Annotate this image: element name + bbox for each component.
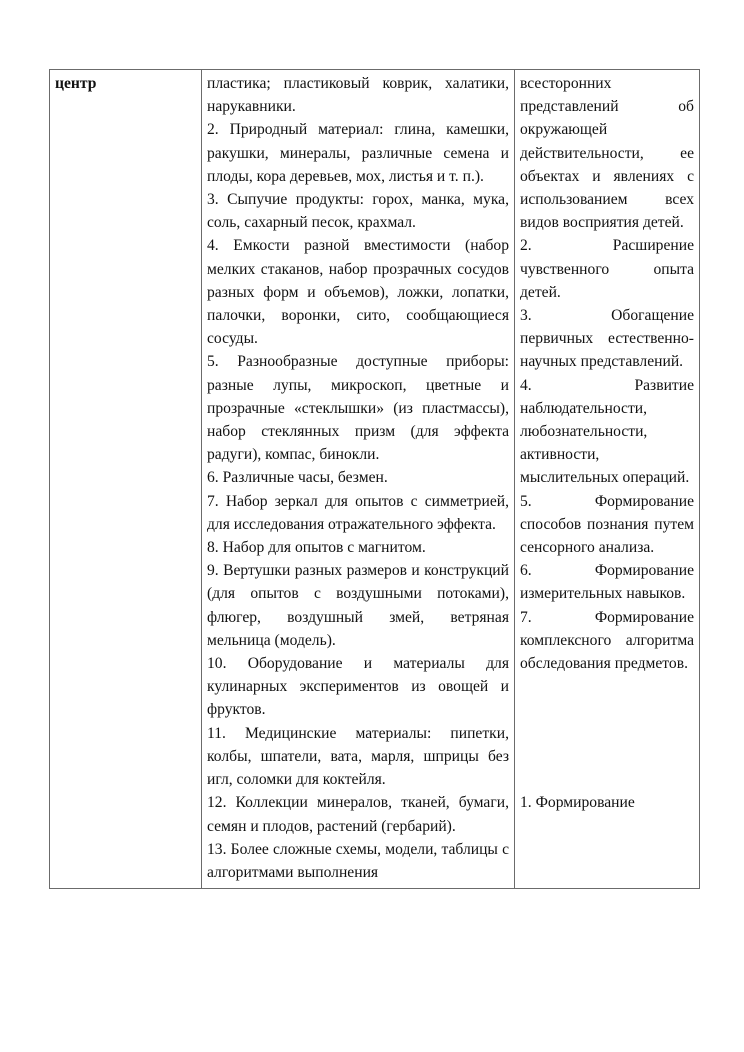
material-item: 12. Коллекции минералов, тканей, бумаги, семян и плодов, растений (гербарий). [207, 794, 509, 835]
goal-item-next: 1. Формирование [520, 794, 635, 812]
goal-item: 6. Формирование измерительных навыков. [520, 562, 694, 603]
goal-item: 2. Расширение чувственного опыта детей. [520, 237, 694, 301]
material-item: пластика; пластиковый коврик, халатики, нарукавники. [207, 75, 509, 116]
material-item: 8. Набор для опытов с магнитом. [207, 539, 426, 557]
center-label: центр [55, 75, 97, 92]
material-item: 4. Емкости разной вместимости (набор мелких стаканов, набор прозрачных сосудов разных форм и объемов), ложки, лопатки, палочки, воронки, сито, сообщающиеся сосуды. [207, 237, 509, 348]
goal-item: 7. Формирование комплексного алгоритма обследования предметов. [520, 608, 694, 673]
material-item: 2. Природный материал: глина, камешки, ракушки, минералы, различные семена и плоды, кора деревьев, мох, листья и т. п.). [207, 121, 509, 185]
material-item: 6. Различные часы, безмен. [207, 469, 388, 487]
center-label-cell [50, 70, 202, 889]
material-item: 7. Набор зеркал для опытов с симметрией, для исследования отражательного эффекта. [207, 492, 509, 533]
goal-item: всесторонних представлений об окружающей действительности, ее объектах и явлениях с использованием всех видов восприятия детей. [520, 75, 694, 232]
goal-item: 4. Развитие наблюдательности, любознательности, активности, мыслительных операций. [520, 376, 694, 487]
material-item: 5. Разнообразные доступные приборы: разные лупы, микроскоп, цветные и прозрачные «стеклышки» (из пластмассы), набор стеклянных призм (для эффекта радуги), компас, бинокли. [207, 353, 509, 464]
material-item: 13. Более сложные схемы, модели, таблицы с алгоритмами выполнения [207, 840, 509, 881]
material-item: 11. Медицинские материалы: пипетки, колбы, шпатели, вата, марля, шприцы без игл, соломки для коктейля. [207, 724, 509, 789]
materials-table [49, 69, 700, 889]
goal-item: 5. Формирование способов познания путем сенсорного анализа. [520, 492, 694, 557]
material-item: 9. Вертушки разных размеров и конструкций (для опытов с воздушными потоками), флюгер, воздушный змей, ветряная мельница (модель). [207, 562, 509, 649]
goals-cell [515, 70, 700, 889]
material-item: 10. Оборудование и материалы для кулинарных экспериментов из овощей и фруктов. [207, 655, 509, 719]
materials-cell [202, 70, 515, 889]
material-item: 3. Сыпучие продукты: горох, манка, мука, соль, сахарный песок, крахмал. [207, 191, 509, 232]
goals-spacer [520, 675, 694, 791]
goal-item: 3. Обогащение первичных естественно-научных представлений. [520, 307, 694, 371]
table-row [50, 70, 700, 889]
